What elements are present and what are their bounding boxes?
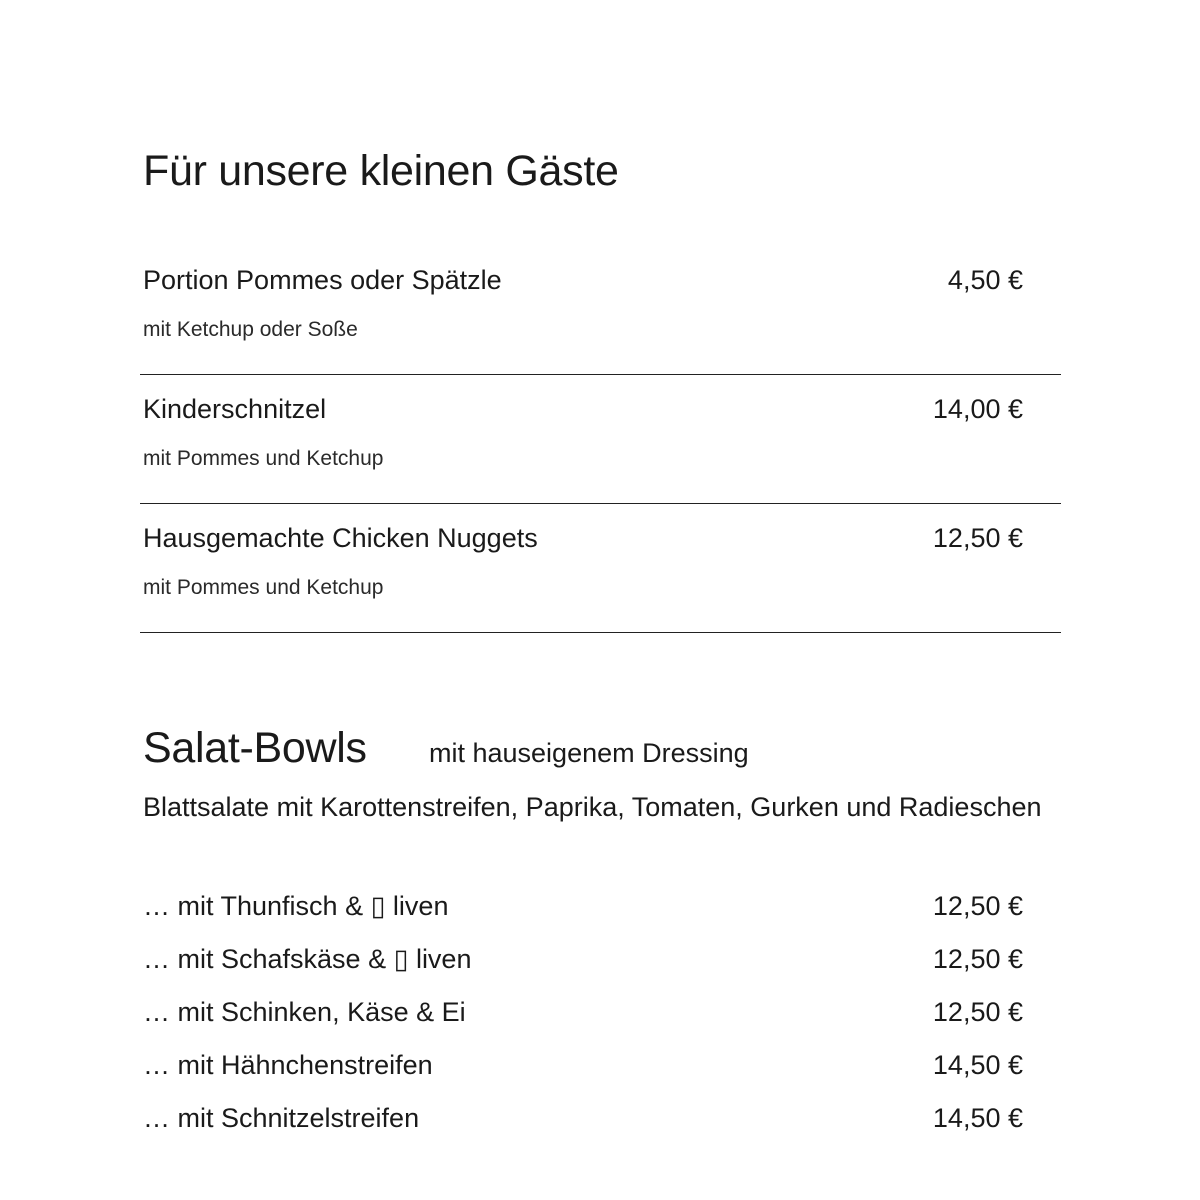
item-name: Hausgemachte Chicken Nuggets bbox=[143, 523, 538, 553]
item-description: mit Ketchup oder Soße bbox=[143, 318, 358, 341]
item-price: 12,50 € bbox=[932, 944, 1023, 974]
salad-section-intro: Blattsalate mit Karottenstreifen, Paprika, Tomaten, Gurken und Radieschen bbox=[143, 792, 1042, 822]
item-name: … mit Hähnchenstreifen bbox=[143, 1050, 433, 1080]
item-name: … mit Thunfisch & ▯ liven bbox=[143, 891, 449, 921]
item-price: 12,50 € bbox=[932, 997, 1023, 1027]
item-name: Portion Pommes oder Spätzle bbox=[143, 265, 502, 295]
divider bbox=[140, 374, 1061, 375]
divider bbox=[140, 632, 1061, 633]
item-price: 4,50 € bbox=[947, 265, 1023, 295]
item-name: … mit Schafskäse & ▯ liven bbox=[143, 944, 472, 974]
salad-section-title: Salat-Bowls bbox=[143, 724, 367, 772]
item-name: … mit Schnitzelstreifen bbox=[143, 1103, 420, 1133]
item-price: 14,50 € bbox=[932, 1050, 1023, 1080]
item-price: 14,50 € bbox=[932, 1103, 1023, 1133]
item-price: 12,50 € bbox=[932, 891, 1023, 921]
item-description: mit Pommes und Ketchup bbox=[143, 447, 384, 470]
item-price: 12,50 € bbox=[932, 523, 1023, 553]
divider bbox=[140, 503, 1061, 504]
item-description: mit Pommes und Ketchup bbox=[143, 576, 384, 599]
item-name: … mit Schinken, Käse & Ei bbox=[143, 997, 466, 1027]
item-price: 14,00 € bbox=[932, 394, 1023, 424]
salad-section-subtitle: mit hauseigenem Dressing bbox=[429, 738, 749, 768]
kids-section-title: Für unsere kleinen Gäste bbox=[143, 147, 619, 195]
item-name: Kinderschnitzel bbox=[143, 394, 327, 424]
